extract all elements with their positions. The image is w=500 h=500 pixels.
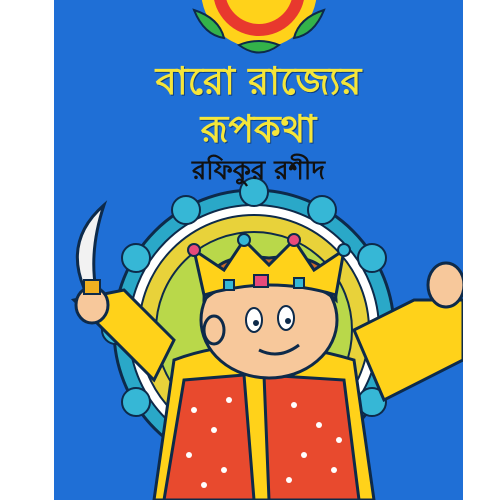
book-author: রফিকুর রশীদ xyxy=(191,156,326,186)
book-cover xyxy=(54,0,463,500)
book-title-line-1: বারো রাজ্যের xyxy=(155,59,362,103)
top-sun-graphic xyxy=(194,0,324,53)
book-title-line-2: রূপকথা xyxy=(200,107,317,151)
